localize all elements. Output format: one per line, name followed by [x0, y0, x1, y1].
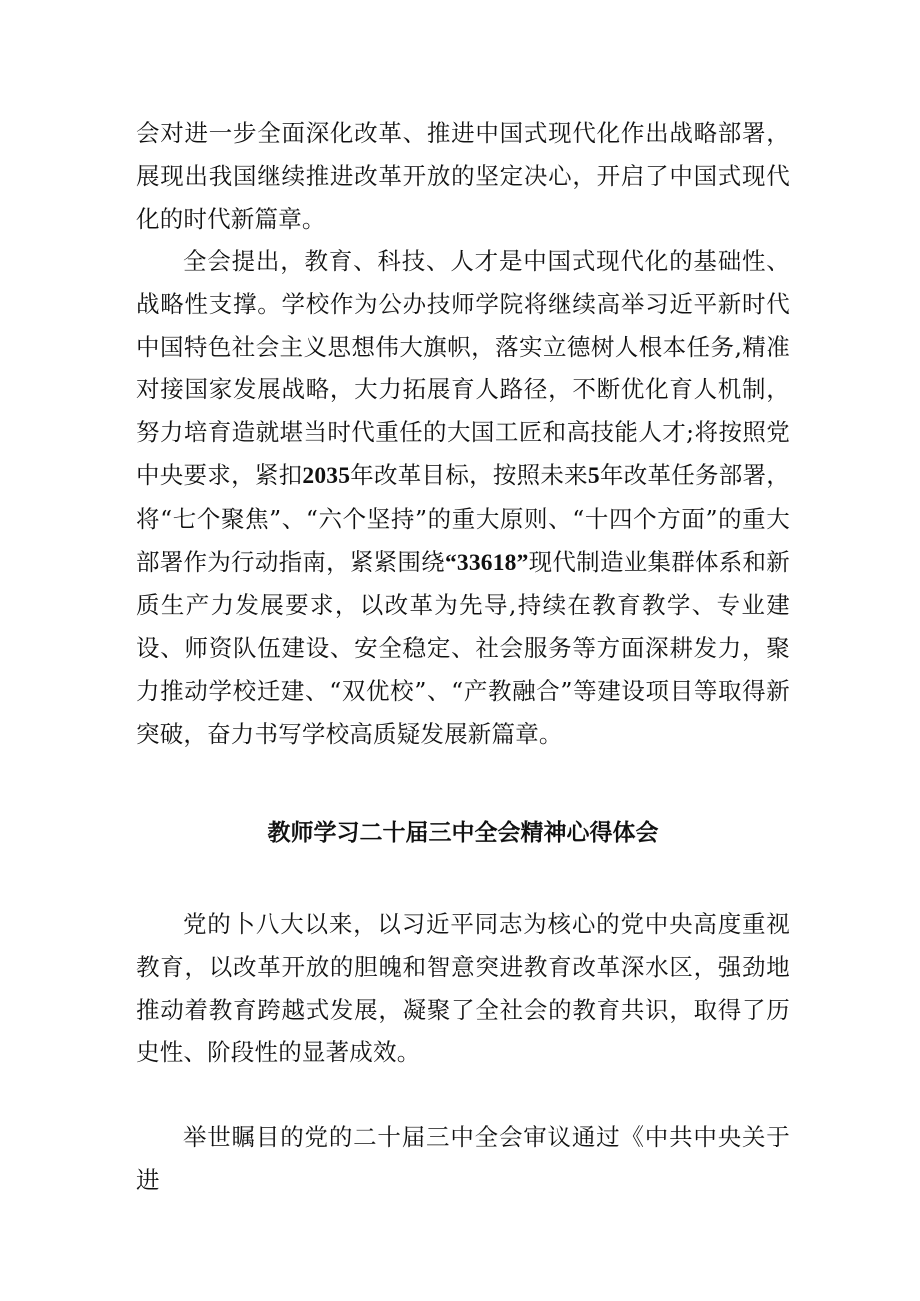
paragraph-education-reform: 党的卜八大以来，以习近平同志为核心的党中央高度重视教育，以改革开放的胆魄和智意突进教育改革深水区，强劲地推动着教育跨越式发展，凝聚了全社会的教育共识，取得了历史性、阶段性的显著成效。: [136, 910, 790, 1067]
paragraph-text: 年改革任务部署，将“七个聚焦”、“六个坚持”的重大原则、“十四个方面”的重大部署作为行动指南，紧紧围绕: [136, 460, 791, 576]
section-heading: 教师学习二十届三中全会精神心得体会: [267, 820, 659, 846]
paragraph-plenum-goals: [136, 240, 790, 756]
paragraph-text: 全会提出，教育、科技、人才是中国式现代化的基础性、战略性支撑。学校作为公办技师学院将继续高举习近平新时代中国特色社会主义思想伟大旗帜，落实立德树人根本任务,精准对接国家发展战略，大力拓展育人路径，不断优化育人机制，努力培育造就堪当时代重任的大国工匠和高技能人才;将按照党中央要求，紧扣: [136, 247, 790, 489]
paragraph-continuation: [136, 112, 790, 240]
cluster-code: “33618”: [444, 549, 529, 576]
paragraph-text: 年改革目标，按照未来: [350, 460, 588, 489]
period-number: 5: [587, 462, 600, 489]
paragraph-text: 现代制造业集群体系和新质生产力发展要求，以改革为先导,持续在教育教学、专业建设、师资队伍建设、安全稳定、社会服务等方面深耕发力，聚力推动学校迁建、“双优校”、“产教融合”等建设项目等取得新突破，奋力书写学校高质疑发展新篇章。: [136, 547, 790, 748]
year-number: 2035: [302, 462, 351, 489]
paragraph-plenum-review: 举世瞩目的党的二十届三中全会审议通过《中共中央关于进: [136, 1123, 790, 1194]
paragraph-text: 会对进一步全面深化改革、推进中国式现代化作出战略部署，展现出我国继续推进改革开放的坚定决心，开启了中国式现代化的时代新篇章。: [136, 119, 790, 233]
